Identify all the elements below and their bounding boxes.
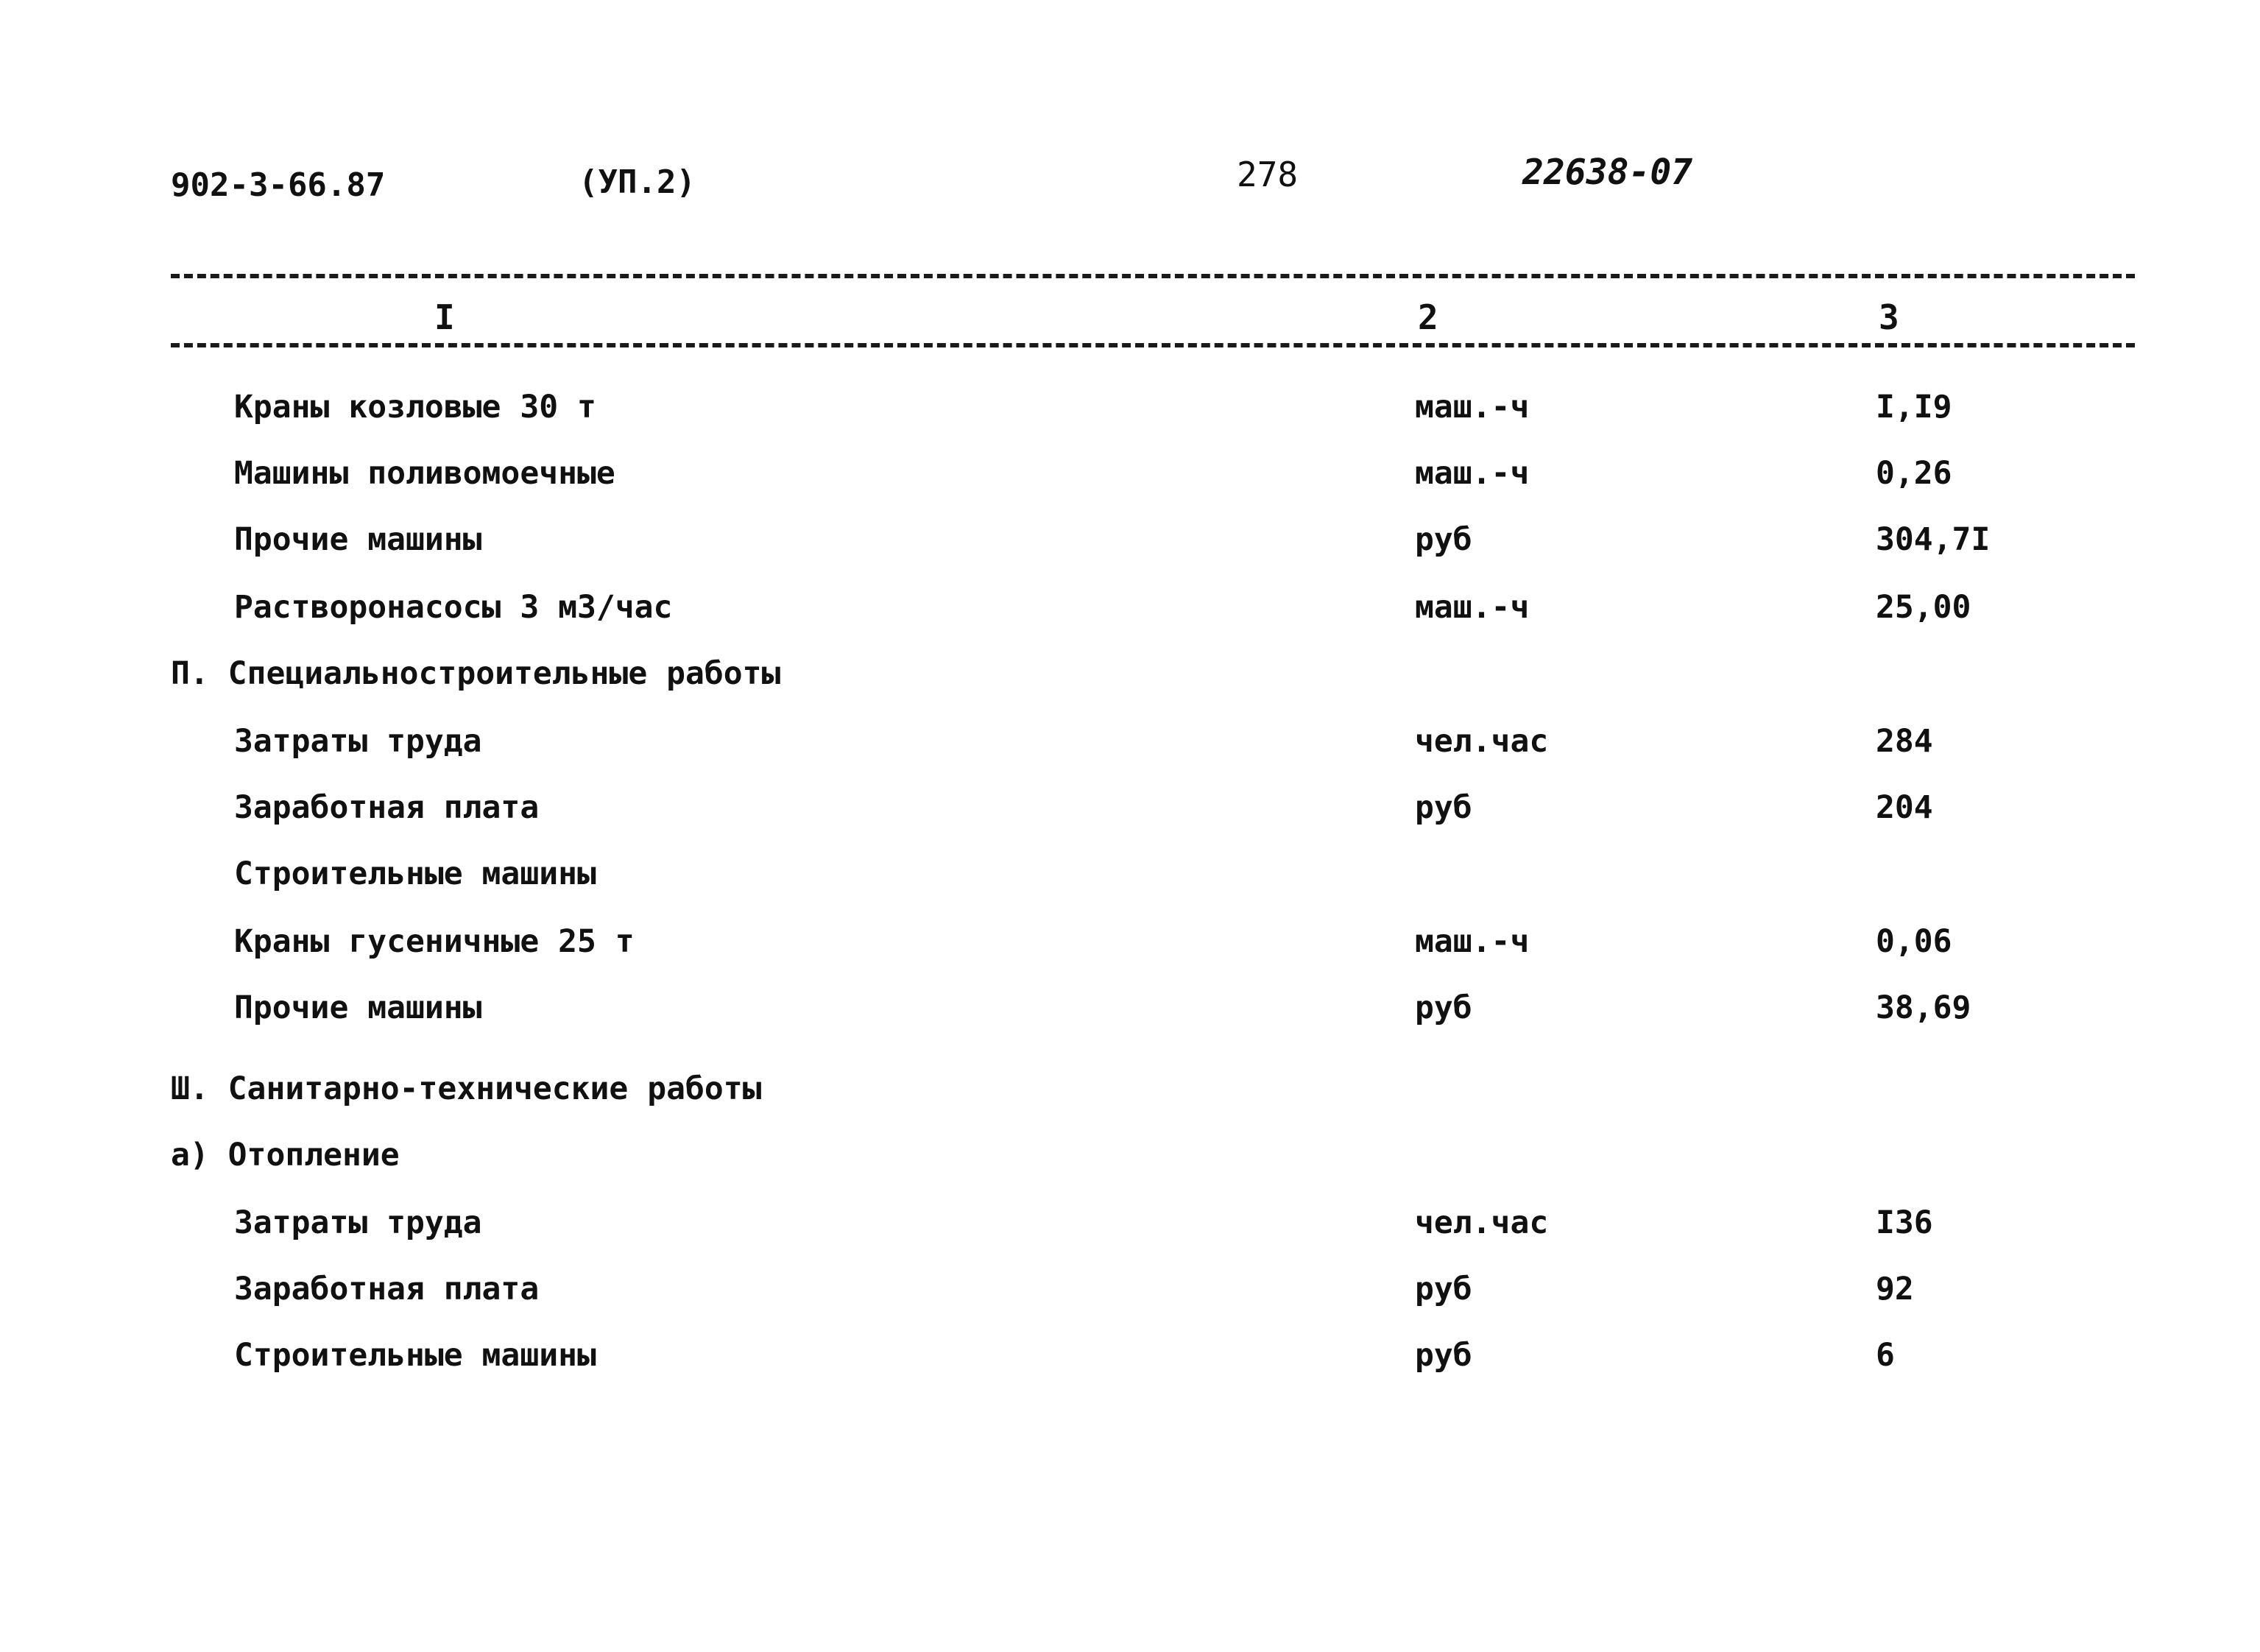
row-unit: маш.-ч xyxy=(1415,589,1530,626)
row-name: Заработная плата xyxy=(234,789,540,826)
album-reference: (УП.2) xyxy=(579,163,696,201)
row-value: 0,26 xyxy=(1876,455,1952,492)
row-name: Растворонасосы 3 м3/час xyxy=(234,589,673,626)
row-value: 204 xyxy=(1876,789,1933,826)
row-value: 284 xyxy=(1876,723,1933,760)
table-row xyxy=(0,1330,2260,1381)
table-row xyxy=(0,514,2260,565)
section-title: П. Специальностроительные работы xyxy=(171,655,781,692)
row-name: Прочие машины xyxy=(234,989,482,1026)
row-unit: чел.час xyxy=(1415,723,1549,760)
row-name: Краны гусеничные 25 т xyxy=(234,923,635,960)
table-row xyxy=(0,582,2260,633)
row-value: 6 xyxy=(1876,1337,1895,1374)
section-heading xyxy=(0,648,2260,699)
document-code: 902-3-66.87 xyxy=(171,166,386,204)
table-row xyxy=(0,916,2260,967)
row-name: Краны козловые 30 т xyxy=(234,389,596,426)
subsection-heading xyxy=(0,1129,2260,1181)
row-value: 92 xyxy=(1876,1271,1914,1307)
row-value: 304,7I xyxy=(1876,521,1991,558)
column-header-1: I xyxy=(431,300,458,334)
row-name: Строительные машины xyxy=(234,855,596,892)
column-header-2: 2 xyxy=(1415,300,1441,334)
row-unit: руб xyxy=(1415,1271,1472,1307)
section-title: Ш. Санитарно-технические работы xyxy=(171,1070,762,1107)
row-value: 0,06 xyxy=(1876,923,1952,960)
row-unit: руб xyxy=(1415,989,1472,1026)
row-unit: маш.-ч xyxy=(1415,455,1530,492)
page-number: 278 xyxy=(1237,155,1299,194)
row-name: Затраты труда xyxy=(234,723,482,760)
table-row xyxy=(0,381,2260,433)
column-header-3: 3 xyxy=(1876,300,1902,334)
sheet-number: 22638-07 xyxy=(1522,152,1693,193)
row-value: 38,69 xyxy=(1876,989,1971,1026)
row-name: Прочие машины xyxy=(234,521,482,558)
table-row xyxy=(0,1197,2260,1249)
row-unit: чел.час xyxy=(1415,1204,1549,1241)
row-value: 25,00 xyxy=(1876,589,1971,626)
section-heading xyxy=(0,1063,2260,1115)
table-row xyxy=(0,782,2260,833)
row-name: Машины поливомоечные xyxy=(234,455,615,492)
row-value: I,I9 xyxy=(1876,389,1952,426)
row-unit: маш.-ч xyxy=(1415,389,1530,426)
row-unit: маш.-ч xyxy=(1415,923,1530,960)
table-row xyxy=(0,848,2260,900)
row-name: Строительные машины xyxy=(234,1337,596,1374)
row-name: Затраты труда xyxy=(234,1204,482,1241)
row-value: I36 xyxy=(1876,1204,1933,1241)
subsection-title: а) Отопление xyxy=(171,1137,400,1173)
table-row xyxy=(0,1263,2260,1315)
row-unit: руб xyxy=(1415,1337,1472,1374)
table-row xyxy=(0,982,2260,1034)
row-unit: руб xyxy=(1415,521,1472,558)
table-row xyxy=(0,716,2260,767)
table-row xyxy=(0,448,2260,499)
row-name: Заработная плата xyxy=(234,1271,540,1307)
row-unit: руб xyxy=(1415,789,1472,826)
